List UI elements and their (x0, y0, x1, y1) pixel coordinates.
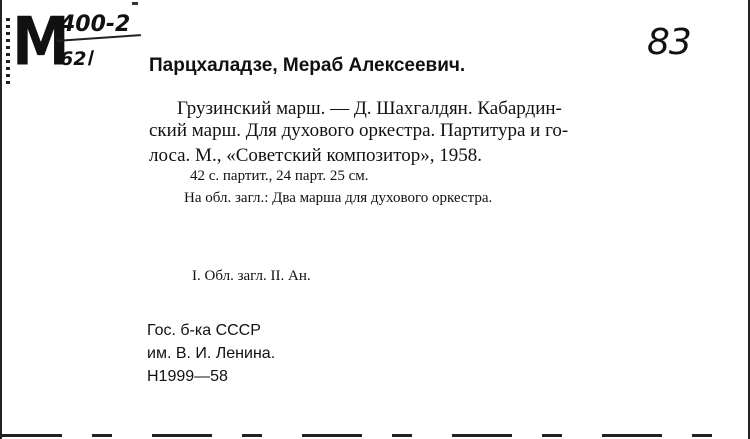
title-line-1: Грузинский марш. — Д. Шахгалдян. Кабардин- (177, 98, 562, 119)
title-note: На обл. загл.: Два марша для духового оркестра. (184, 190, 493, 206)
shelfmark-bottom: 62ا (60, 48, 92, 70)
library-line-3: Н1999—58 (147, 368, 228, 385)
author-heading: Парцхаладзе, Мераб Алексеевич. (149, 55, 466, 76)
library-line-2: им. В. И. Ленина. (147, 345, 276, 362)
title-line-3: лоса. М., «Советский композитор», 1958. (149, 145, 483, 166)
shelfmark-top: 400-2 (60, 12, 131, 37)
punch-mark (6, 18, 10, 88)
shelfmark-letter: M (12, 2, 66, 81)
library-line-1: Гос. б-ка СССР (147, 322, 261, 339)
card-bottom-edge (2, 434, 750, 437)
title-line-2: ский марш. Для духового оркестра. Партитура и го- (149, 120, 569, 141)
ink-speck (132, 2, 138, 5)
physical-description: 42 с. партит., 24 парт. 25 см. (190, 168, 369, 184)
tracings: I. Обл. загл. II. Ан. (192, 268, 311, 284)
corner-number: 83 (647, 22, 691, 63)
